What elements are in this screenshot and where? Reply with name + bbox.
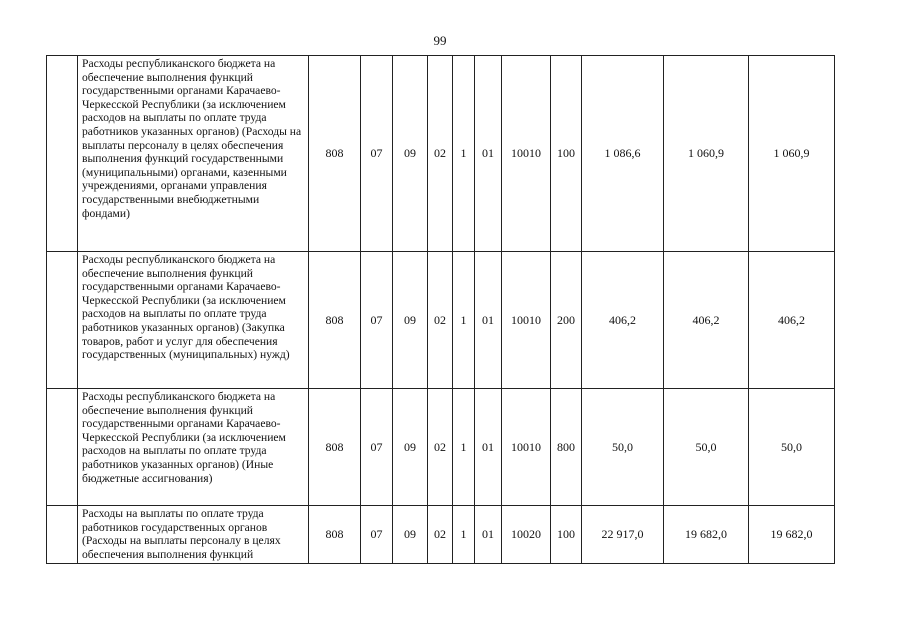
table-row	[47, 389, 835, 506]
cell-section: 07	[361, 506, 393, 564]
cell-amount-year3: 50,0	[749, 389, 835, 506]
cell-subprogram: 1	[453, 56, 475, 252]
cell-amount-year1: 1 086,6	[582, 56, 664, 252]
cell-amount-year2: 1 060,9	[664, 56, 749, 252]
cell-program: 02	[428, 252, 453, 389]
cell-main-activity: 01	[475, 252, 502, 389]
table-row	[47, 506, 835, 564]
row-description: Расходы республиканского бюджета на обеспечение выполнения функций государственными органами Карачаево-Черкесской Республики (за исключением расходов на выплаты по оплате труда работников указанных органов) (Закупка товаров, работ и услуг для обеспечения государственных (муниципальных) нужд)	[78, 252, 309, 389]
cell-amount-year3: 19 682,0	[749, 506, 835, 564]
row-blank-cell	[47, 56, 78, 252]
page-number: 99	[433, 33, 447, 48]
cell-section: 07	[361, 56, 393, 252]
cell-direction: 10010	[502, 389, 551, 506]
cell-section: 07	[361, 389, 393, 506]
cell-amount-year3: 1 060,9	[749, 56, 835, 252]
cell-main-activity: 01	[475, 56, 502, 252]
cell-direction: 10020	[502, 506, 551, 564]
row-description: Расходы республиканского бюджета на обеспечение выполнения функций государственными органами Карачаево-Черкесской Республики (за исключением расходов на выплаты по оплате труда работников указанных органов) (Иные бюджетные ассигнования)	[78, 389, 309, 506]
cell-expense-type: 200	[551, 252, 582, 389]
cell-amount-year2: 406,2	[664, 252, 749, 389]
budget-table	[46, 55, 835, 564]
cell-section: 07	[361, 252, 393, 389]
cell-amount-year3: 406,2	[749, 252, 835, 389]
cell-subprogram: 1	[453, 506, 475, 564]
cell-amount-year2: 19 682,0	[664, 506, 749, 564]
cell-ministry-code: 808	[309, 506, 361, 564]
cell-subsection: 09	[393, 252, 428, 389]
cell-subprogram: 1	[453, 252, 475, 389]
cell-program: 02	[428, 506, 453, 564]
cell-program: 02	[428, 389, 453, 506]
row-description: Расходы на выплаты по оплате труда работников государственных органов (Расходы на выплаты персоналу в целях обеспечения выполнения функций	[78, 506, 309, 564]
cell-expense-type: 800	[551, 389, 582, 506]
cell-ministry-code: 808	[309, 252, 361, 389]
row-blank-cell	[47, 506, 78, 564]
cell-amount-year2: 50,0	[664, 389, 749, 506]
table-row	[47, 252, 835, 389]
cell-ministry-code: 808	[309, 389, 361, 506]
cell-subsection: 09	[393, 506, 428, 564]
cell-direction: 10010	[502, 252, 551, 389]
cell-direction: 10010	[502, 56, 551, 252]
cell-ministry-code: 808	[309, 56, 361, 252]
cell-main-activity: 01	[475, 389, 502, 506]
cell-amount-year1: 50,0	[582, 389, 664, 506]
cell-subsection: 09	[393, 389, 428, 506]
row-blank-cell	[47, 389, 78, 506]
cell-amount-year1: 406,2	[582, 252, 664, 389]
cell-subprogram: 1	[453, 389, 475, 506]
row-blank-cell	[47, 252, 78, 389]
cell-expense-type: 100	[551, 56, 582, 252]
cell-amount-year1: 22 917,0	[582, 506, 664, 564]
table-row	[47, 56, 835, 252]
cell-program: 02	[428, 56, 453, 252]
cell-main-activity: 01	[475, 506, 502, 564]
cell-subsection: 09	[393, 56, 428, 252]
cell-expense-type: 100	[551, 506, 582, 564]
row-description: Расходы республиканского бюджета на обеспечение выполнения функций государственными органами Карачаево-Черкесской Республики (за исключением расходов на выплаты по оплате труда работников указанных органов) (Расходы на выплаты персоналу в целях обеспечения выполнения функций государственными (муниципальными) органами, казенными учреждениями, органами управления государственными внебюджетными фондами)	[78, 56, 309, 252]
